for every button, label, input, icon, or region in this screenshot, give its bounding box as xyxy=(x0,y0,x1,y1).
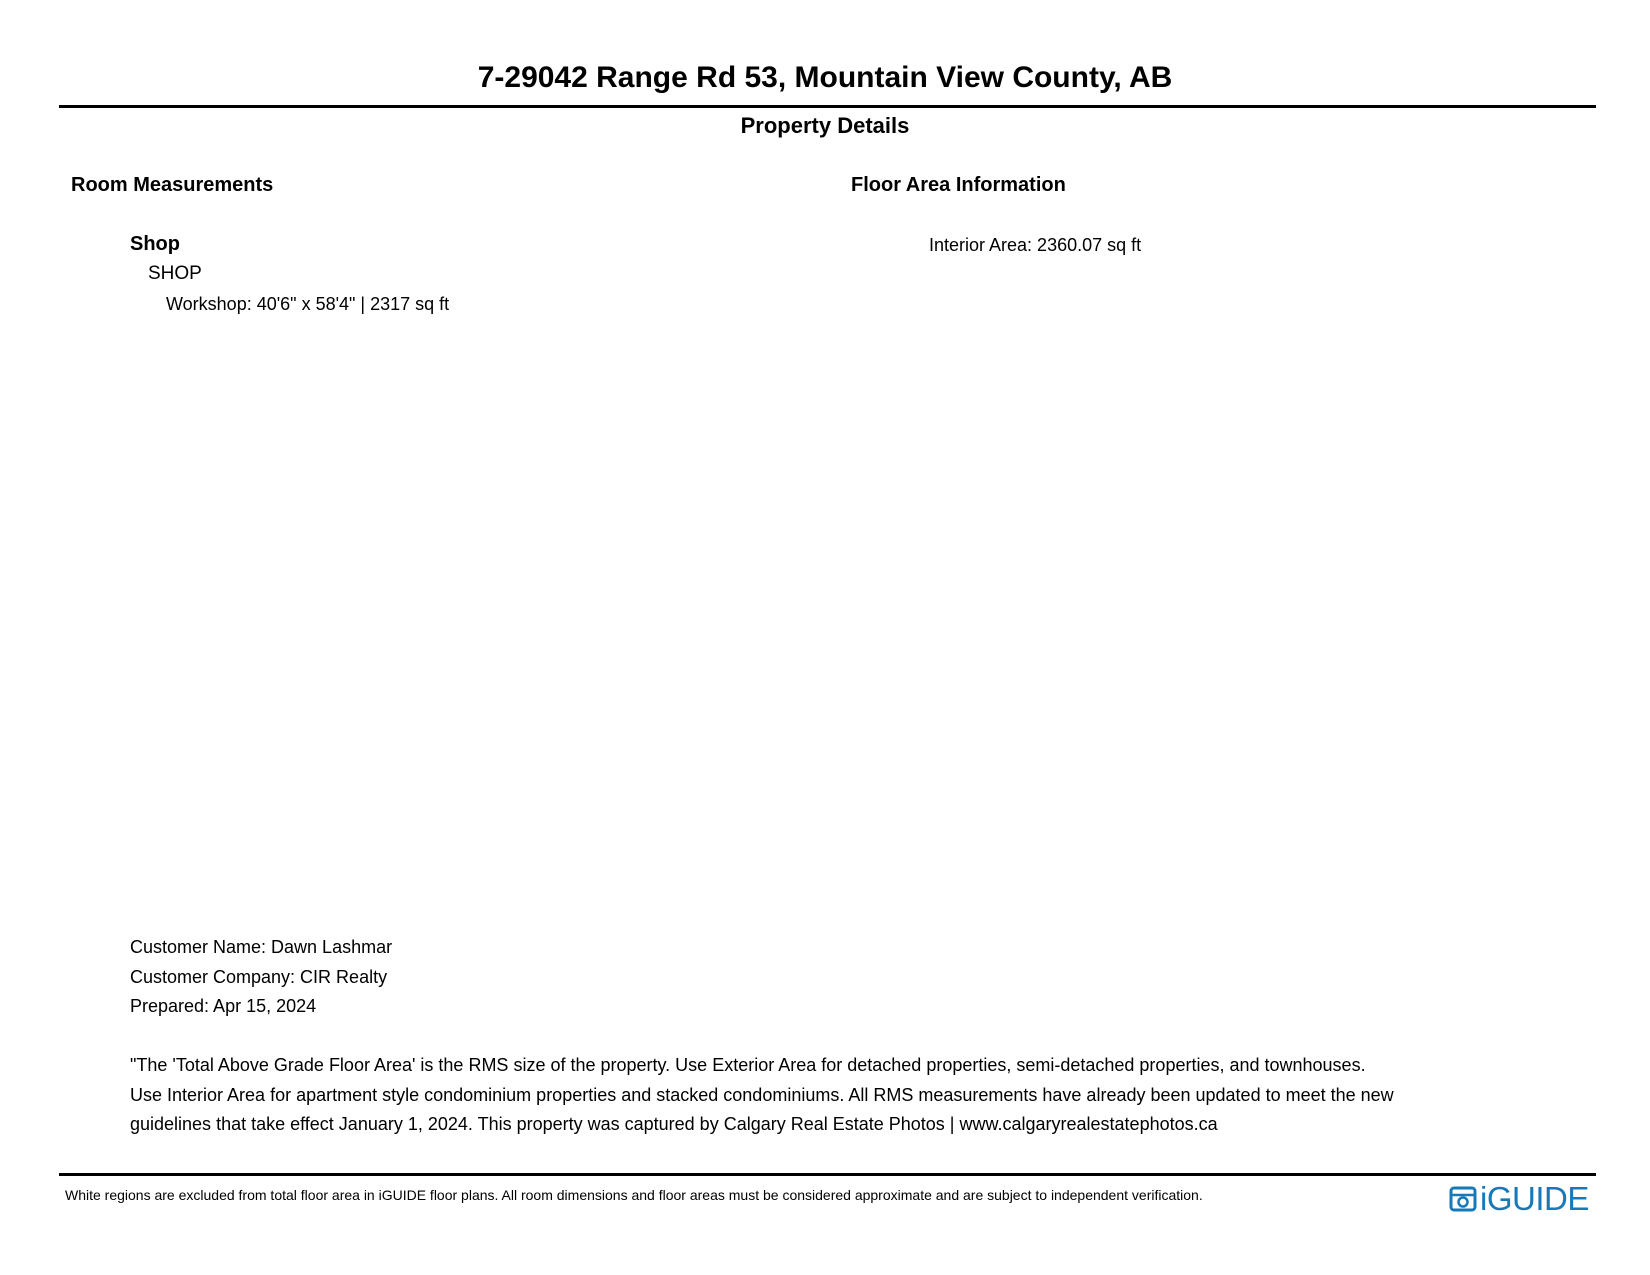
footer-divider xyxy=(59,1173,1596,1176)
page-title: 7-29042 Range Rd 53, Mountain View County, AB xyxy=(477,61,1173,94)
customer-company: Customer Company: CIR Realty xyxy=(130,966,388,987)
rms-notes-line: "The 'Total Above Grade Floor Area' is the RMS size of the property. Use Exterior Area for detached properties, semi-detached properties, and townhouses. xyxy=(130,1055,1366,1075)
room-measurements-heading: Room Measurements xyxy=(71,174,274,196)
customer-info xyxy=(130,933,392,1022)
iguide-logo xyxy=(1449,1181,1589,1217)
level-name: Shop xyxy=(130,233,180,255)
header-divider xyxy=(59,105,1596,108)
floor-area-heading: Floor Area Information xyxy=(851,174,1066,196)
prepared-date: Prepared: Apr 15, 2024 xyxy=(130,996,317,1016)
rms-notes-line: guidelines that take effect January 1, 2024. This property was captured by Calgary Real Estate Photos | www.calgaryrealestatephotos.ca xyxy=(130,1114,1218,1134)
interior-area: Interior Area: 2360.07 sq ft xyxy=(929,235,1142,255)
logo-text: iGUIDE xyxy=(1480,1180,1589,1217)
rms-notes-line: Use Interior Area for apartment style condominium properties and stacked condominiums. All RMS measurements have already been updated to meet the new xyxy=(130,1084,1394,1105)
room-measurement-workshop: Workshop: 40'6" x 58'4" | 2317 sq ft xyxy=(166,294,450,314)
unit-name: SHOP xyxy=(148,263,202,284)
footer-disclaimer: White regions are excluded from total floor area in iGUIDE floor plans. All room dimensions and floor areas must be considered approximate and are subject to independent verification. xyxy=(65,1187,1203,1203)
customer-name: Customer Name: Dawn Lashmar xyxy=(130,937,393,957)
rms-notes xyxy=(130,1051,1570,1140)
page-subtitle: Property Details xyxy=(740,113,910,138)
camera-icon xyxy=(1449,1185,1477,1213)
